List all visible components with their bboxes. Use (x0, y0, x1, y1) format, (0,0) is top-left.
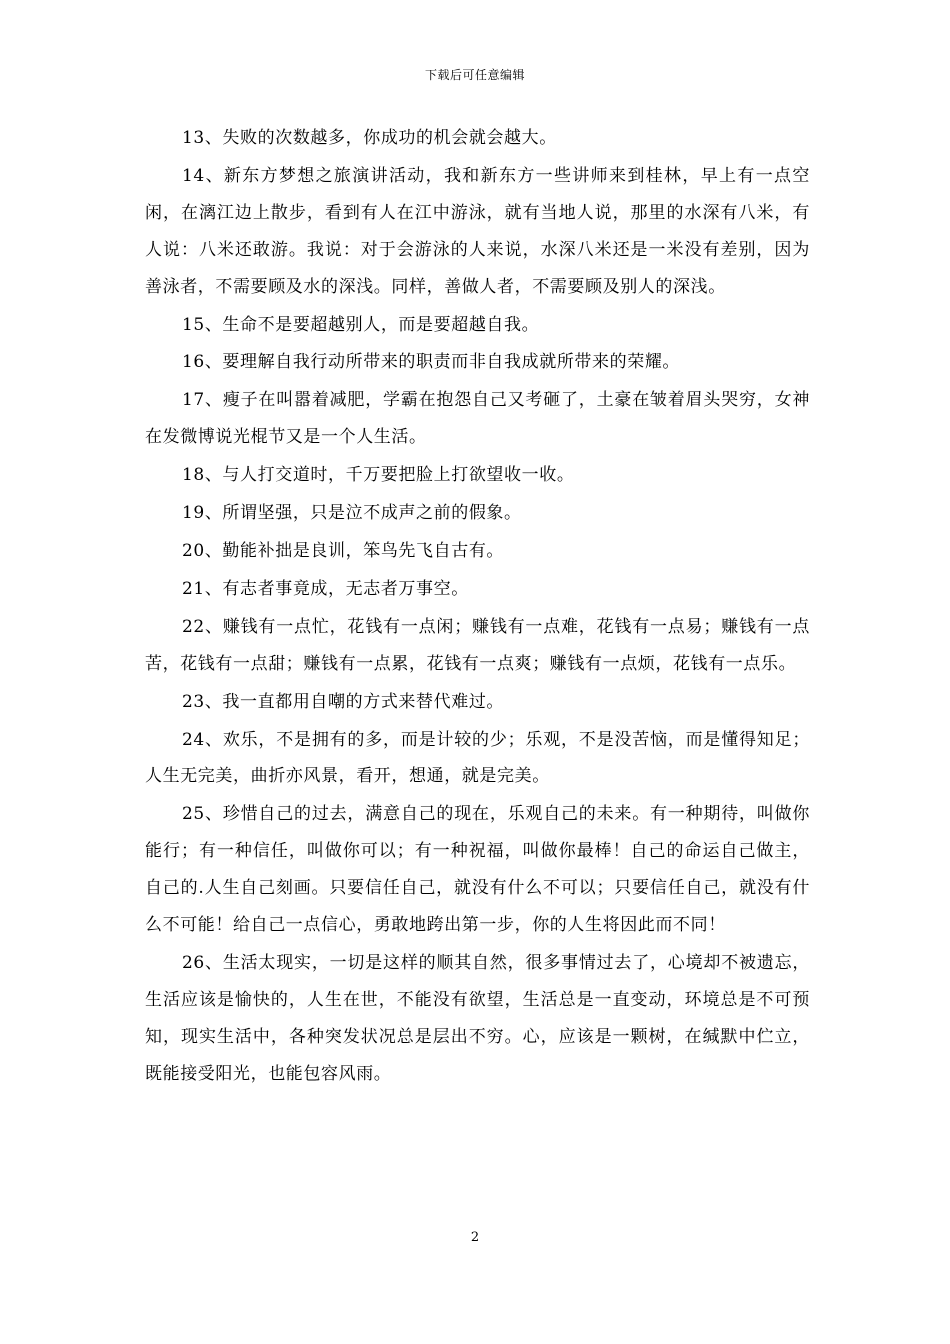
paragraph-22: 22、赚钱有一点忙，花钱有一点闲；赚钱有一点难，花钱有一点易；赚钱有一点苦，花钱有一点甜；赚钱有一点累，花钱有一点爽；赚钱有一点烦，花钱有一点乐。 (145, 616, 810, 674)
paragraph-16: 16、要理解自我行动所带来的职责而非自我成就所带来的荣耀。 (182, 352, 681, 373)
paragraph-25: 25、珍惜自己的过去，满意自己的现在，乐观自己的未来。有一种期待，叫做你能行；有一种信任，叫做你可以；有一种祝福，叫做你最棒！自己的命运自己做主，自己的.人生自己刻画。只要信任自己，就没有什么不可以；只要信任自己，就没有什么不可能！给自己一点信心，勇敢地跨出第一步，你的人生将因此而不同！ (145, 804, 810, 936)
paragraph-19: 19、所谓坚强，只是泣不成声之前的假象。 (182, 503, 522, 524)
paragraph-17: 17、瘦子在叫嚣着减肥，学霸在抱怨自己又考砸了，土豪在皱着眉头哭穷，女神在发微博说光棍节又是一个人生活。 (145, 390, 810, 448)
paragraph-18: 18、与人打交道时，千万要把脸上打欲望收一收。 (182, 465, 575, 486)
paragraph-14: 14、新东方梦想之旅演讲活动，我和新东方一些讲师来到桂林，早上有一点空闲，在漓江边上散步，看到有人在江中游泳，就有当地人说，那里的水深有八米，有人说：八米还敢游。我说：对于会游泳的人来说，水深八米还是一米没有差别，因为善泳者，不需要顾及水的深浅。同样，善做人者，不需要顾及别人的深浅。 (145, 165, 810, 297)
paragraph-13: 13、失败的次数越多，你成功的机会就会越大。 (182, 128, 557, 148)
paragraph-20: 20、勤能补拙是良训，笨鸟先飞自古有。 (182, 540, 505, 561)
paragraph-24: 24、欢乐，不是拥有的多，而是计较的少；乐观，不是没苦恼，而是懂得知足；人生无完美，曲折亦风景，看开，想通，就是完美。 (145, 729, 810, 787)
paragraph-23: 23、我一直都用自嘲的方式来替代难过。 (182, 691, 505, 712)
document-body (145, 120, 810, 1094)
page-number: 2 (470, 1230, 480, 1245)
paragraph-21: 21、有志者事竟成，无志者万事空。 (182, 578, 469, 599)
paragraph-15: 15、生命不是要超越别人，而是要超越自我。 (182, 314, 540, 335)
paragraph-26: 26、生活太现实，一切是这样的顺其自然，很多事情过去了，心境却不被遗忘，生活应该是愉快的，人生在世，不能没有欲望，生活总是一直变动，环境总是不可预知，现实生活中，各种突发状况总是层出不穷。心，应该是一颗树，在缄默中伫立，既能接受阳光，也能包容风雨。 (145, 952, 810, 1084)
page-header: 下载后可任意编辑 (424, 68, 525, 82)
